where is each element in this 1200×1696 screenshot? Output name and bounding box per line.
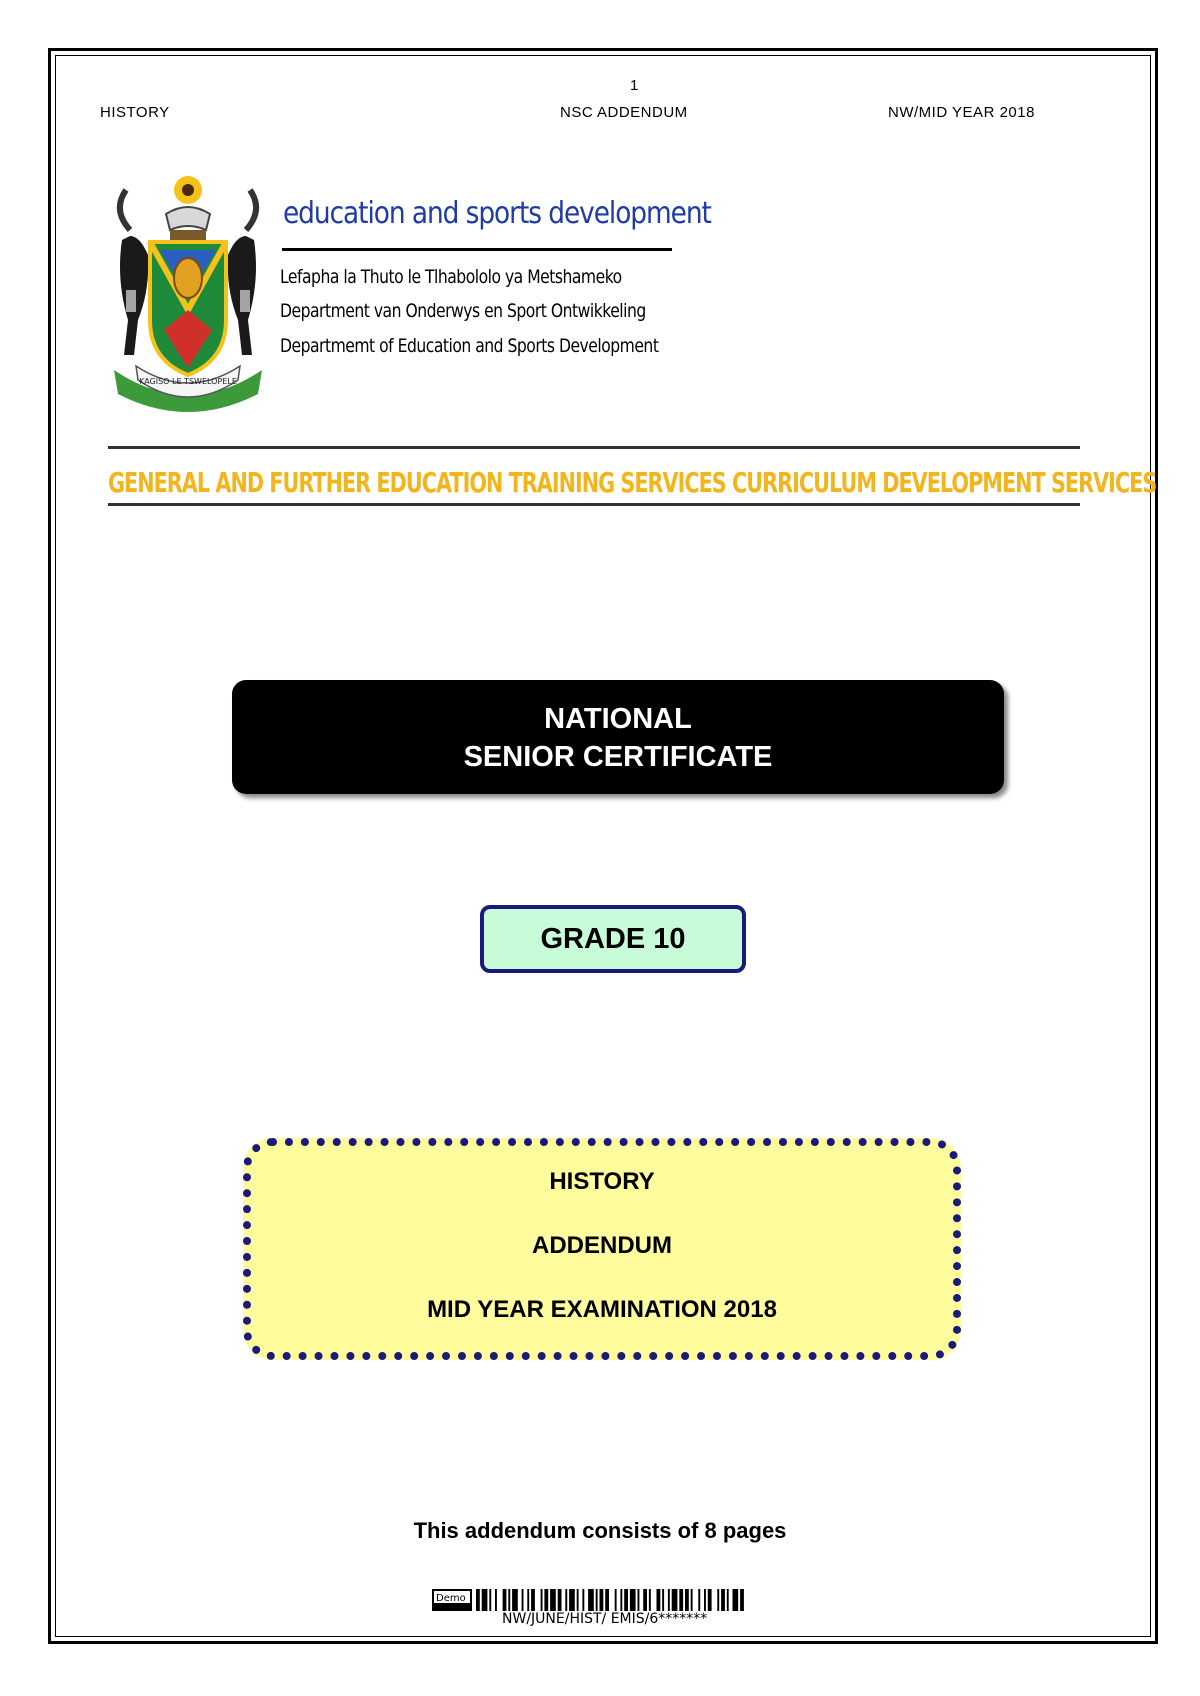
barcode-bar [558,1589,562,1611]
header-subject: HISTORY [100,104,170,121]
barcode-bar [708,1589,712,1611]
department-name-setswana: Lefapha la Thuto le Tlhabololo ya Metshameko [280,266,622,288]
department-title: education and sports development [283,196,711,231]
barcode-bar [727,1589,729,1611]
barcode-bar [704,1589,706,1611]
barcode-bar [657,1589,661,1611]
barcode-bar [541,1589,543,1611]
barcode-bar [482,1589,488,1611]
certificate-title-line1: NATIONAL [544,703,692,735]
barcode-bar [489,1589,491,1611]
department-name-afrikaans: Department van Onderwys en Sport Ontwikkeling [280,300,646,322]
barcode-bar [512,1589,518,1611]
band-rule-bottom [108,503,1080,506]
barcode-bar [522,1589,524,1611]
header-session: NW/MID YEAR 2018 [888,104,1035,121]
barcode-bar [740,1589,744,1611]
department-name-english: Departmemt of Education and Sports Development [280,335,659,357]
barcode-bar [531,1589,535,1611]
barcode-caption: NW/JUNE/HIST/ EMIS/6******* [502,1611,708,1627]
barcode [432,1589,818,1611]
exam-session: MID YEAR EXAMINATION 2018 [427,1296,777,1323]
coat-of-arms-logo [108,170,268,420]
barcode-bar [615,1589,617,1611]
barcode-bar [717,1589,719,1611]
barcode-bar [733,1589,739,1611]
barcode-bar [569,1589,575,1611]
barcode-bar [544,1589,548,1611]
barcode-bar [638,1589,640,1611]
barcode-bar [691,1589,693,1611]
page-number: 1 [630,77,639,94]
barcode-bar [668,1589,670,1611]
barcode-bar [527,1589,529,1611]
barcode-bar [600,1589,604,1611]
grade-badge: GRADE 10 [480,905,746,973]
barcode-bar [495,1589,497,1611]
certificate-title-box [232,680,1004,794]
barcode-bar [721,1589,725,1611]
exam-details-box [243,1138,961,1360]
barcode-bar [577,1589,579,1611]
barcode-bar [503,1589,507,1611]
barcode-bar [582,1589,584,1611]
barcode-bar [620,1589,622,1611]
barcode-bar [672,1589,678,1611]
svg-text:KAGISO LE TSWELOPELE: KAGISO LE TSWELOPELE [139,377,237,386]
barcode-bar [550,1589,556,1611]
barcode-bar [588,1589,594,1611]
barcode-bar [565,1589,567,1611]
barcode-bar [698,1589,700,1611]
header-document: NSC ADDENDUM [560,104,688,121]
barcode-bar [630,1589,636,1611]
barcode-bar [596,1589,598,1611]
barcode-bar [643,1589,647,1611]
barcode-bar [679,1589,683,1611]
department-rule [282,248,672,251]
page-count-note: This addendum consists of 8 pages [413,1518,787,1543]
barcode-bar [662,1589,664,1611]
barcode-bar [624,1589,628,1611]
curriculum-services-banner: GENERAL AND FURTHER EDUCATION TRAINING SERVICES CURRICULUM DEVELOPMENT SERVICES [108,466,1157,499]
barcode-demo-label: Demo [436,1593,466,1604]
exam-subject: HISTORY [549,1168,655,1195]
barcode-bar [605,1589,609,1611]
barcode-bar [649,1589,651,1611]
barcode-bar [685,1589,689,1611]
certificate-title-line2: SENIOR CERTIFICATE [463,741,773,773]
barcode-bar [508,1589,510,1611]
band-rule-top [108,446,1080,449]
barcode-bar [476,1589,480,1611]
exam-type: ADDENDUM [532,1232,672,1259]
